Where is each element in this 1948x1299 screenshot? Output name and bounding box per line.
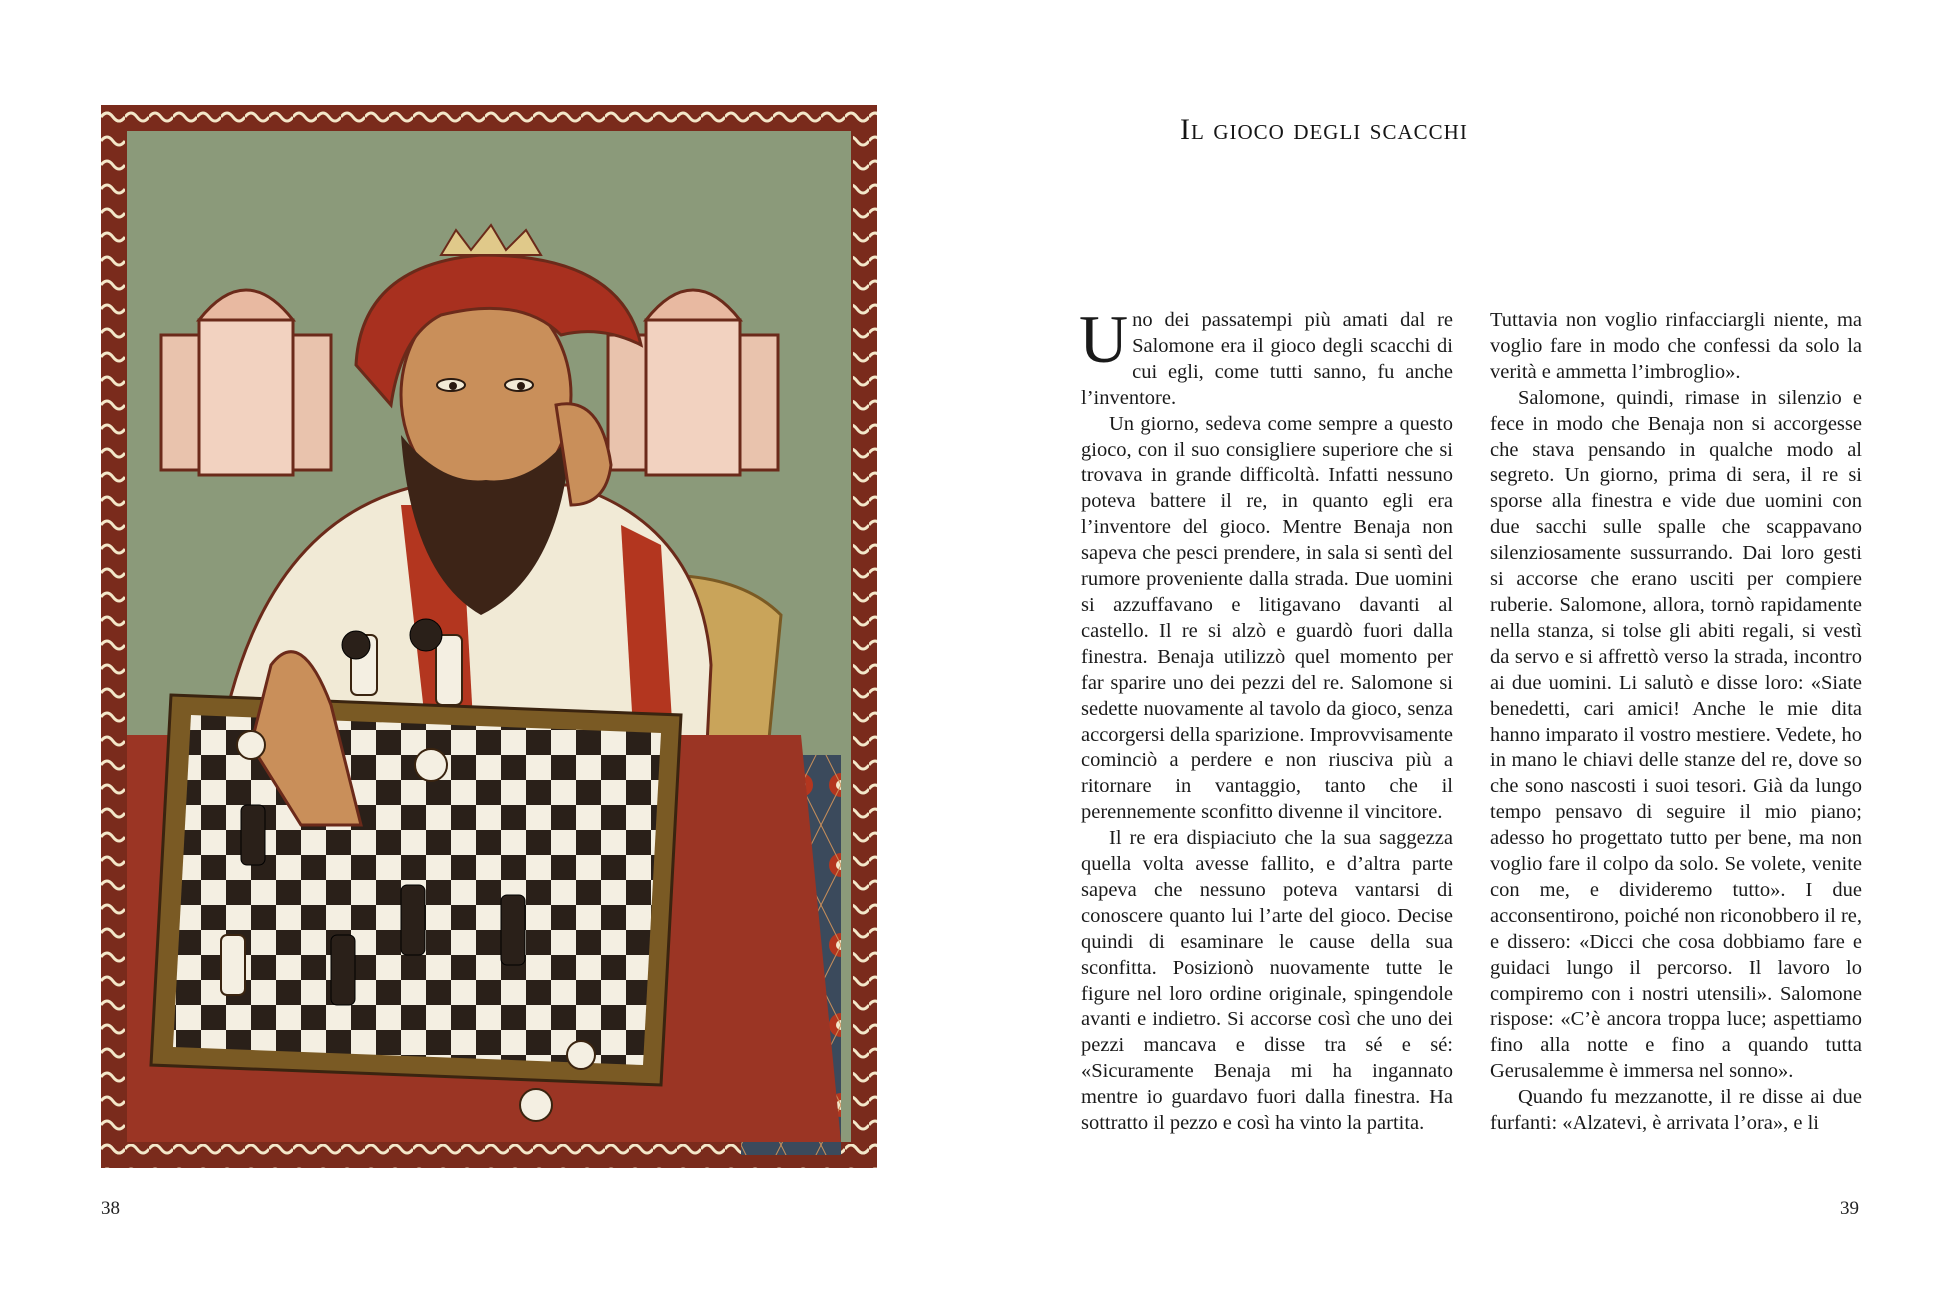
paragraph-6: Quando fu mezzanotte, il re disse ai due furfanti: «Alzatevi, è arrivata l’ora», e li xyxy=(1490,1086,1862,1135)
illustration-image xyxy=(101,105,877,1168)
paragraph-1-text: no dei passatempi più amati dal re Salomone era il gioco degli scacchi di cui egli, come tutti sanno, fu anche l’inventore. xyxy=(1081,309,1453,409)
paragraph-5: Salomone, quindi, rimase in silenzio e fece in modo che Benaja non si accorgesse che stava pensando in qualche modo al segreto. Un giorno, prima di sera, il re si sporse alla finestra e vide due uomini con due sacchi sulle spalle che scappavano silenziosamente sussurrando. Dai loro gesti si accorse che erano usciti per compiere ruberie. Salomone, allora, tornò rapidamente nella stanza, si tolse gli abiti regali, si vestì da servo e si affrettò verso la strada, incontro ai due uomini. Li salutò e disse loro: «Siate benedetti, cari amici! Anche le mie dita hanno imparato il vostro mestiere. Vedete, ho in mano le chiavi delle stanze del re, dove so che sono nascosti i suoi tesori. Già da lungo tempo pensavo di seguire il mio piano; adesso ho progettato tutto per bene, ma non voglio fare il colpo da solo. Se volete, venite con me, e divideremo tutto». I due acconsentirono, poiché non riconobbero il re, e dissero: «Dicci che cosa dobbiamo fare e guidaci lungo il percorso. Il lavoro lo compiremo con i nostri utensili». Salomone rispose: «C’è ancora troppa luce; aspettiamo fino alla notte e fino a quando tutta Gerusalemme è immersa nel sonno». xyxy=(1490,386,1862,1083)
page-number-right: 39 xyxy=(1840,1198,1859,1219)
page-number-left: 38 xyxy=(101,1198,120,1219)
text-column-right xyxy=(1490,308,1862,1137)
paragraph-2: Un giorno, sedeva come sempre a questo gioco, con il suo consigliere superiore che si trovava in grande difficoltà. Infatti nessuno poteva battere il re, in quanto egli era l’inventore del gioco. Mentre Benaja non sapeva che pesci prendere, in sala si sentì del rumore proveniente dalla strada. Due uomini si azzuffavano e litigavano davanti al castello. Il re si alzò e guardò fuori dalla finestra. Benaja utilizzò quel momento per far sparire uno dei pezzi del re. Salomone si sedette nuovamente al tavolo da gioco, senza accorgersi della sparizione. Improvvisamente cominciò a perdere e non riusciva più a ritornare in vantaggio, tanto che il perennemente sconfitto divenne il vincitore. xyxy=(1081,412,1453,824)
text-column-left xyxy=(1079,301,1453,1137)
paragraph-1 xyxy=(1079,301,1453,412)
chess-king-illustration xyxy=(101,105,877,1168)
chapter-title: Il gioco degli scacchi xyxy=(1180,113,1468,146)
paragraph-4: Tuttavia non voglio rinfacciargli niente, ma voglio fare in modo che confessi da solo la verità e ammetta l’imbroglio». xyxy=(1490,309,1862,383)
drop-cap: U xyxy=(1079,301,1129,377)
paragraph-3: Il re era dispiaciuto che la sua saggezza quella volta avesse fallito, e d’altra parte sapeva che nessuno poteva vantarsi di conoscere quanto lui l’arte del gioco. Decise quindi di esaminare le cause della sua sconfitta. Posizionò nuovamente tutte le figure nel loro ordine originale, spingendole avanti e indietro. Si accorse così che uno dei pezzi mancava e disse tra sé e sé: «Sicuramente Benaja mi ha ingannato mentre io guardavo fuori dalla finestra. Ha sottratto il pezzo e così ha vinto la partita. xyxy=(1081,827,1453,1135)
